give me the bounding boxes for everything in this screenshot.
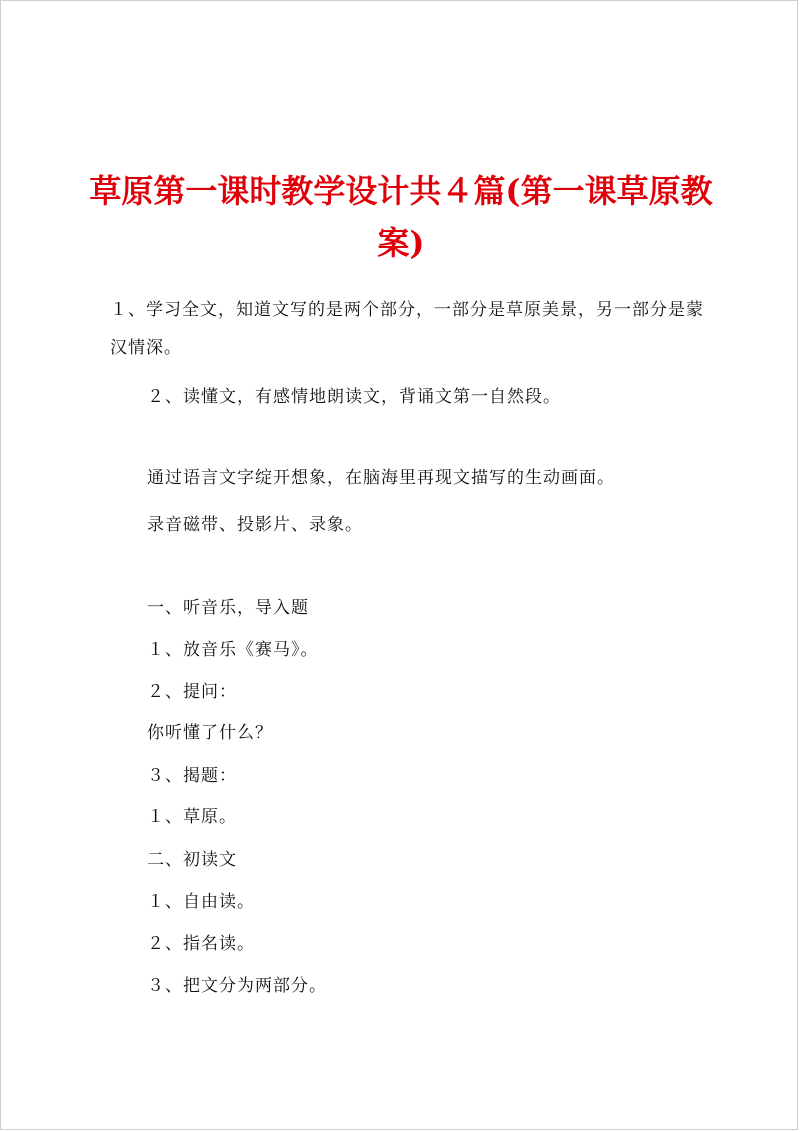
list-item: １、草原。 [147,807,237,827]
list-item: 你听懂了什么？ [147,723,273,743]
list-item: ３、揭题： [147,766,237,786]
section-heading-1: 一、听音乐，导入题 [147,598,309,618]
paragraph-difficulty: 通过语言文字绽开想象，在脑海里再现文描写的生动画面。 [147,468,615,488]
section-heading-2: 二、初读文 [147,850,237,870]
paragraph-objective-1: １、学习全文，知道文写的是两个部分，一部分是草原美景，另一部分是蒙汉情深。 [110,300,704,358]
list-item: １、放音乐《赛马》。 [147,640,319,660]
list-item: １、自由读。 [147,892,255,912]
list-item: ２、提问： [147,682,237,702]
list-item: ２、指名读。 [147,934,255,954]
list-item: ３、把文分为两部分。 [147,976,327,996]
document-title: 草原第一课时教学设计共４篇(第一课草原教案) [89,172,713,262]
paragraph-objective-2: ２、读懂文，有感情地朗读文，背诵文第一自然段。 [147,387,561,407]
paragraph-materials: 录音磁带、投影片、录象。 [147,515,363,535]
